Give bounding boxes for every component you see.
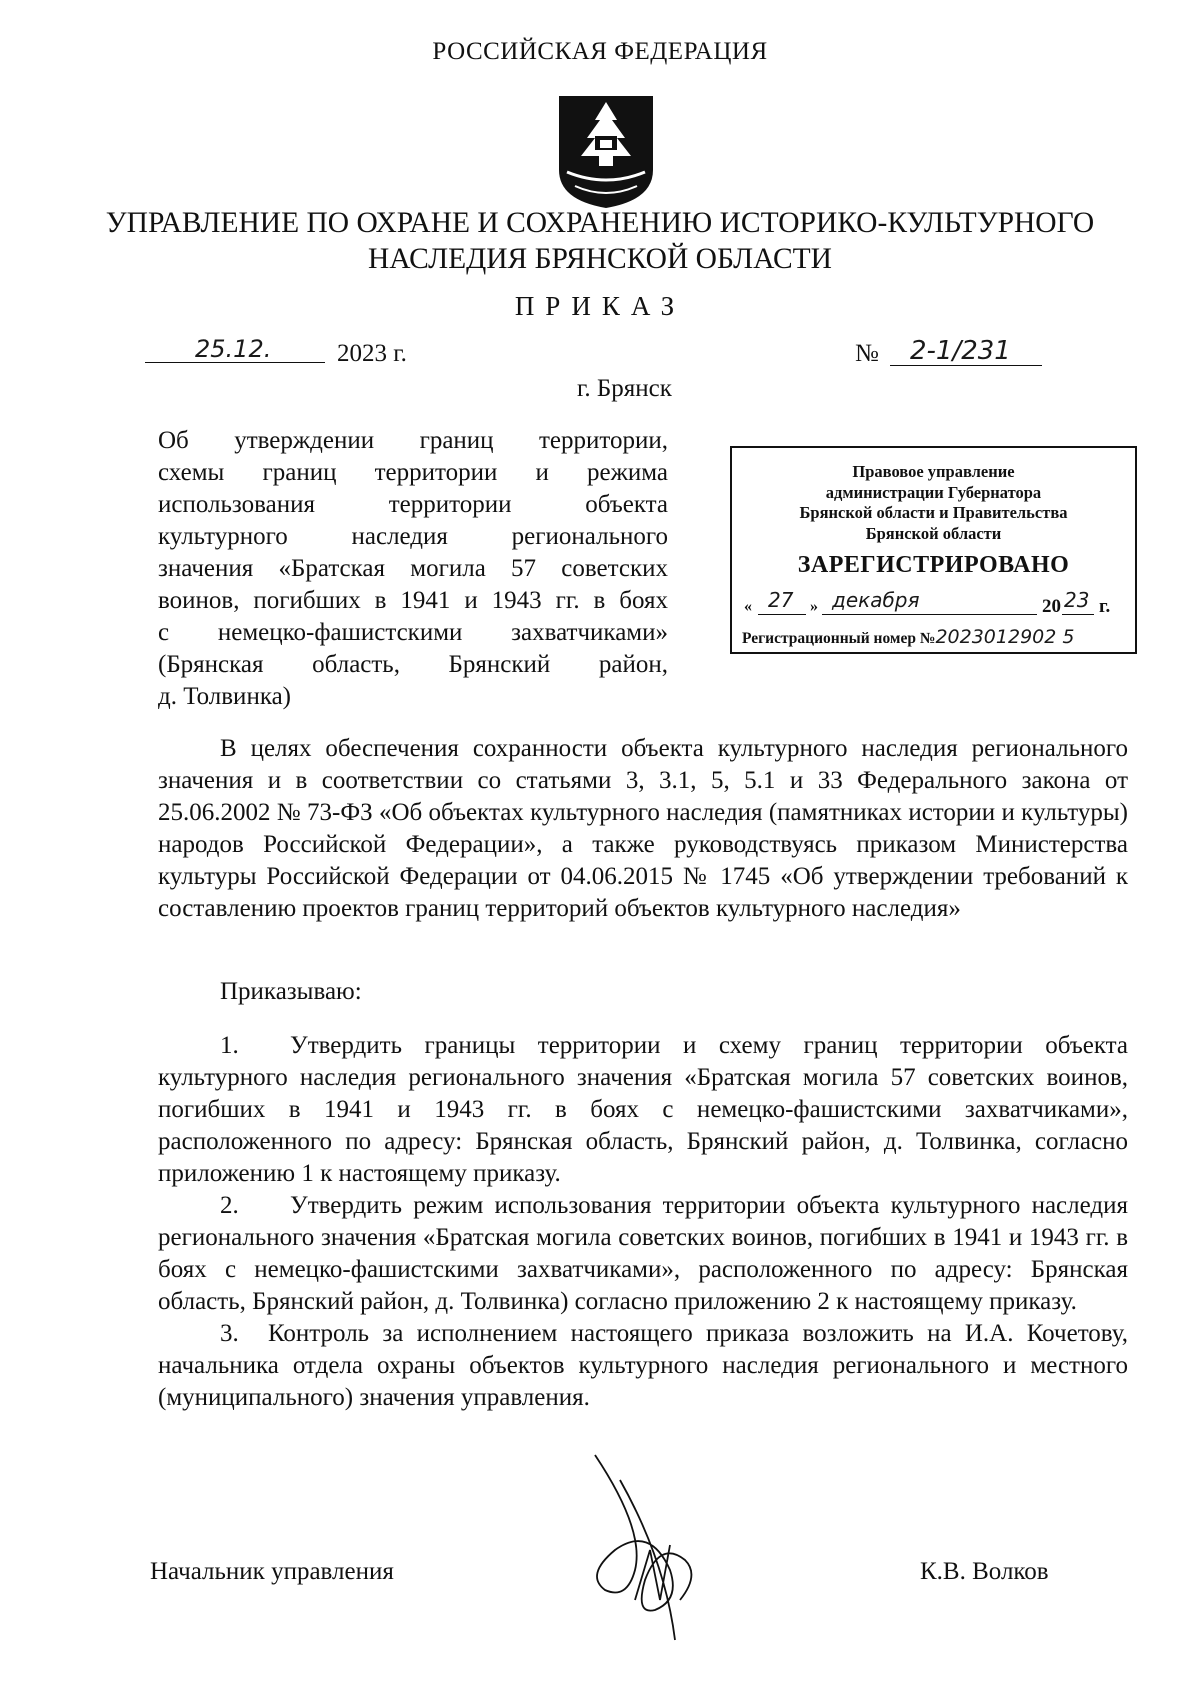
document-type: ПРИКАЗ — [514, 291, 686, 321]
stamp-reg-number — [742, 626, 1132, 648]
subject-line: культурного наследия регионального — [158, 523, 668, 550]
stamp-registered-label: ЗАРЕГИСТРИРОВАНО — [797, 552, 1070, 578]
country-heading: РОССИЙСКАЯ ФЕДЕРАЦИЯ — [432, 38, 768, 65]
preamble-text: В целях обеспечения сохранности объекта культурного наследия регионального значения и в соответствии со статьями 3, 3.1, 5, 5.1 и 33 Федерального закона от 25.06.2002 № 73-ФЗ «Об объектах культурного наследия (памятниках истории и культуры) народов Российской Федерации», а также руководствуясь приказом Министерства культуры Российской Федерации от 04.06.2015 № 1745 «Об утверждении требований к составлению проектов границ территорий объектов культурного наследия» — [158, 735, 1128, 922]
stamp-reg-number-handwritten: 2023012902 5 — [935, 626, 1075, 648]
agency-name — [0, 205, 1200, 277]
stamp-dept-line: Правовое управление — [852, 462, 1015, 481]
stamp-year-prefix: 20 — [1042, 596, 1061, 617]
city: г. Брянск — [577, 375, 672, 402]
stamp-day-underline — [758, 614, 806, 615]
stamp-dept-line: администрации Губернатора — [825, 482, 1042, 502]
stamp-reg-label: Регистрационный номер № — [742, 630, 936, 647]
coat-of-arms-emblem — [555, 92, 657, 210]
stamp-year-underline — [1062, 614, 1094, 615]
subject-line: схемы границ территории и режима — [158, 459, 668, 486]
stamp-department — [732, 462, 1135, 544]
item-text: Утвердить границы территории и схему границ территории объекта культурного наследия регионального значения «Братская могила 57 советских воинов, погибших в 1941 и 1943 гг. в боях с немецко-фашистскими захватчиками», расположенного по адресу: Брянская область, Брянский район, д. Толвинка, согласно приложению 1 к настоящему приказу. — [158, 1032, 1128, 1187]
stamp-date — [744, 588, 1124, 618]
subject-line: д. Толвинка) — [158, 683, 292, 710]
stamp-dept-line: Брянской области — [865, 523, 1002, 543]
item-text: Утвердить режим использования территории объекта культурного наследия регионального значения «Братская могила советских воинов, погибших в 1941 и 1943 гг. в боях с немецко-фашистскими захватчиками», расположенного по адресу: Брянская область, Брянский район, д. Толвинка) согласно приложению 2 к настоящему приказу. — [158, 1192, 1128, 1315]
item-number: 2. — [220, 1192, 239, 1219]
signatory-name: К.В. Волков — [920, 1558, 1049, 1585]
stamp-open-quote: « — [744, 598, 752, 615]
subject-line: значения «Братская могила 57 советских — [158, 555, 668, 582]
stamp-dept-line: Брянской области и Правительства — [799, 503, 1068, 522]
order-item — [158, 1030, 1128, 1190]
agency-name-line2: НАСЛЕДИЯ БРЯНСКОЙ ОБЛАСТИ — [367, 243, 832, 275]
order-word: Приказываю: — [220, 978, 362, 1005]
order-item — [158, 1318, 1128, 1414]
subject-line: использования территории объекта — [158, 491, 668, 518]
handwritten-signature — [575, 1450, 715, 1650]
stamp-day-handwritten: 27 — [768, 588, 794, 612]
subject-line: с немецко-фашистскими захватчиками» — [158, 619, 668, 646]
subject-line: (Брянская область, Брянский район, — [158, 651, 668, 678]
stamp-month-handwritten: декабря — [832, 588, 920, 612]
order-subject — [158, 425, 668, 713]
year: 2023 г. — [337, 340, 407, 367]
item-text: Контроль за исполнением настоящего приказа возложить на И.А. Кочетову, начальника отдела охраны объектов культурного наследия регионального и местного (муниципального) значения управления. — [158, 1320, 1128, 1411]
subject-line: Об утверждении границ территории, — [158, 427, 668, 454]
stamp-year-suffix: г. — [1099, 596, 1111, 617]
order-items — [158, 1030, 1128, 1414]
order-item — [158, 1190, 1128, 1318]
stamp-month-underline — [822, 614, 1037, 615]
order-number-handwritten: 2-1/231 — [910, 336, 1011, 366]
item-number: 1. — [220, 1032, 239, 1059]
signatory-position: Начальник управления — [150, 1558, 394, 1585]
stamp-year-handwritten: 23 — [1064, 588, 1090, 612]
agency-name-line1: УПРАВЛЕНИЕ ПО ОХРАНЕ И СОХРАНЕНИЮ ИСТОРИКО-КУЛЬТУРНОГО — [105, 207, 1095, 239]
number-sign: № — [855, 340, 879, 367]
preamble — [158, 733, 1128, 925]
item-number: 3. — [220, 1320, 239, 1347]
date-handwritten: 25.12. — [195, 335, 272, 363]
registration-stamp — [730, 446, 1137, 654]
stamp-close-quote: » — [810, 598, 818, 615]
subject-line: воинов, погибших в 1941 и 1943 гг. в боях — [158, 587, 668, 614]
